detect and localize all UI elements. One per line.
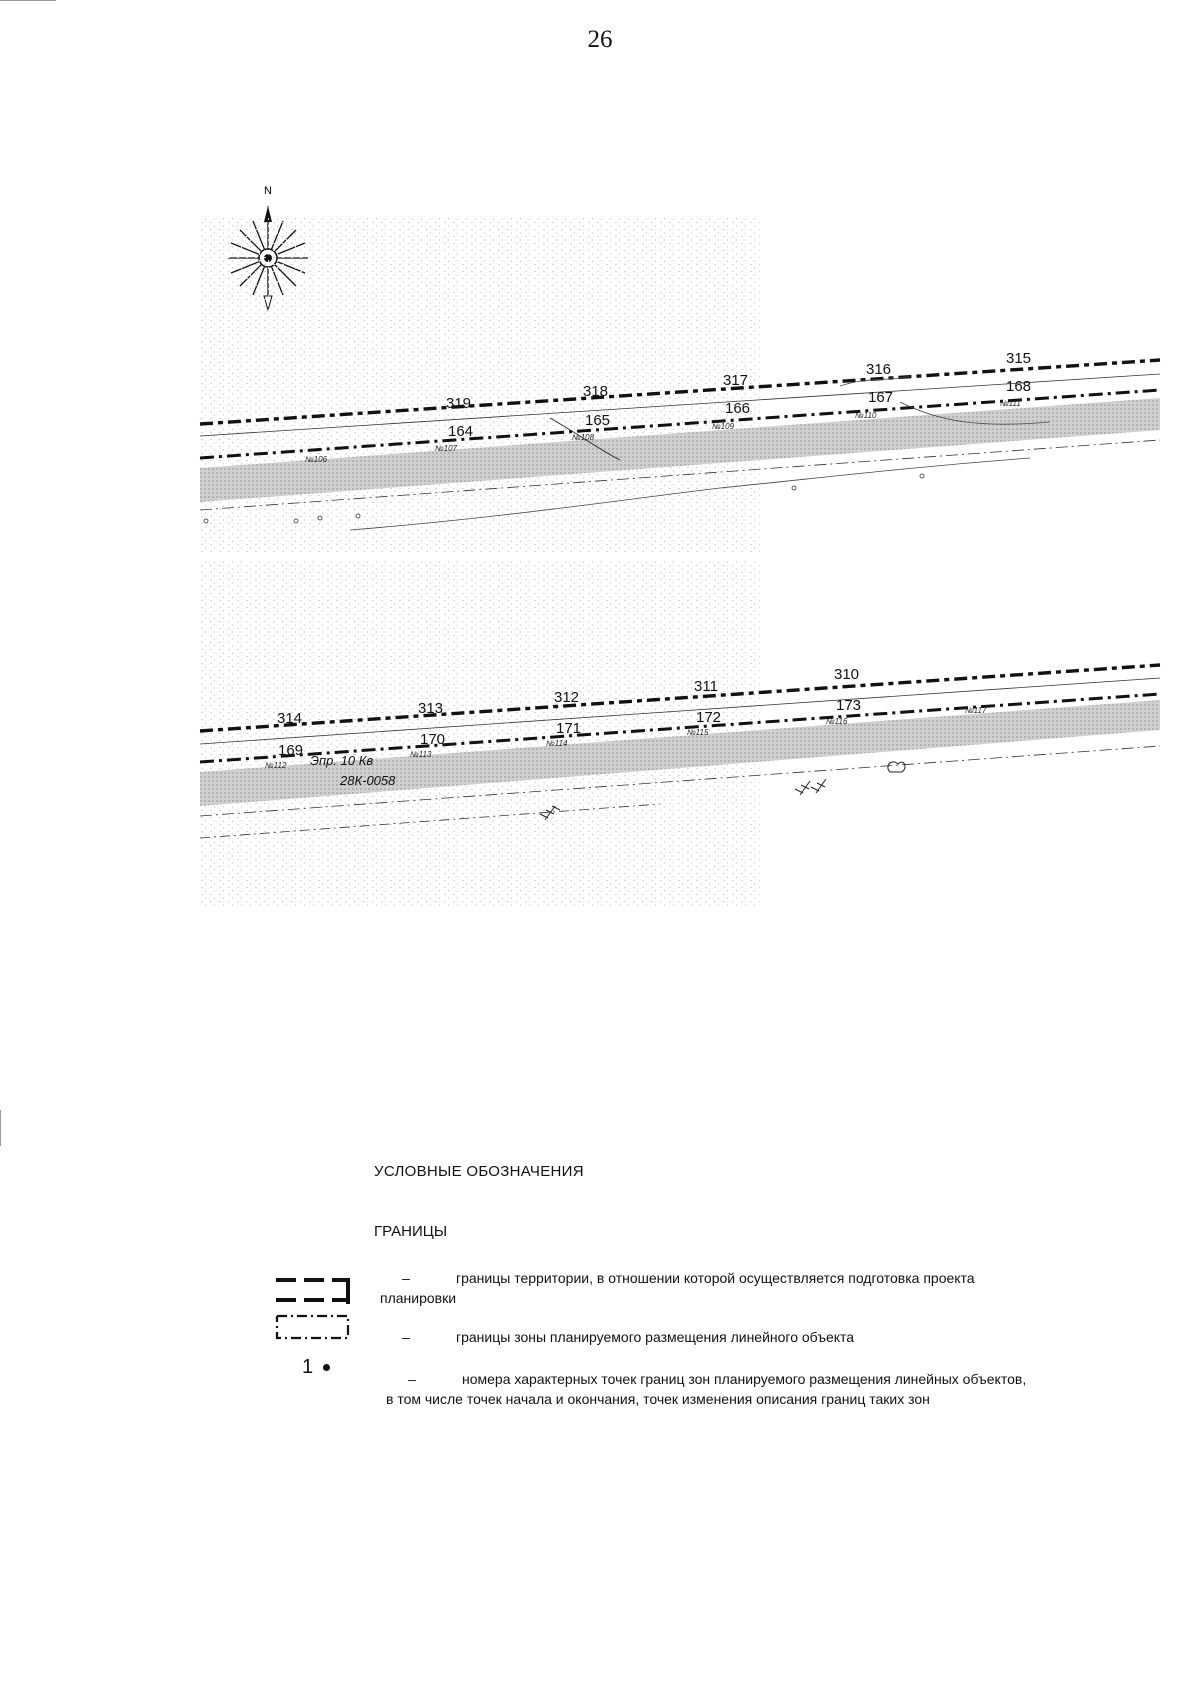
legend-item-territory-line1: границы территории, в отношении которой осуществляется подготовка проекта	[456, 1270, 975, 1286]
point-172: 172	[696, 709, 722, 726]
point-313: 313	[418, 700, 444, 717]
point-166: 166	[725, 400, 751, 417]
point-170: 170	[420, 731, 446, 748]
legend-item-zone-line1: границы зоны планируемого размещения линейного объекта	[456, 1329, 855, 1345]
road-code: 28К-0058	[340, 773, 396, 788]
pole-115: №115	[687, 728, 709, 737]
point-169: 169	[278, 742, 304, 759]
point-171: 171	[556, 720, 582, 737]
pole-111: №111	[1000, 399, 1021, 408]
legend-title: УСЛОВНЫЕ ОБОЗНАЧЕНИЯ	[374, 1163, 584, 1180]
pole-109: №109	[712, 422, 735, 431]
point-316: 316	[866, 361, 892, 378]
point-314: 314	[277, 710, 303, 727]
scan-edge-mark	[0, 0, 56, 1]
page-number: 26	[587, 26, 613, 53]
road-label: Эпр. 10 Кв	[310, 753, 374, 768]
legend-dash: –	[402, 1329, 410, 1345]
point-173: 173	[836, 697, 862, 714]
legend-item-points-line2: в том числе точек начала и окончания, точек изменения описания границ таких зон	[386, 1391, 930, 1407]
legend-item-zone	[380, 1327, 1080, 1347]
zone-boundary-symbol	[274, 1312, 358, 1342]
pole-116: №116	[826, 717, 848, 726]
point-number-symbol	[302, 1356, 330, 1379]
legend-item-points-line1: номера характерных точек границ зон планируемого размещения линейных объектов,	[462, 1371, 1027, 1387]
north-label: N	[264, 185, 272, 197]
point-319: 319	[446, 395, 472, 412]
legend-item-territory-line2: планировки	[380, 1290, 457, 1306]
point-number-symbol-label: 1	[302, 1356, 314, 1378]
upper-map-texture	[200, 216, 760, 552]
point-165: 165	[585, 412, 611, 429]
pole-117: №117	[965, 706, 987, 715]
point-315: 315	[1006, 350, 1032, 367]
point-318: 318	[583, 383, 609, 400]
pole-113: №113	[410, 750, 432, 759]
legend-item-points	[386, 1369, 1176, 1409]
pole-107: №107	[435, 444, 458, 453]
legend-item-territory	[380, 1268, 1080, 1308]
point-317: 317	[723, 372, 749, 389]
point-310: 310	[834, 666, 860, 683]
pole-110: №110	[855, 411, 877, 420]
point-dot-icon	[323, 1364, 330, 1371]
legend-section-borders: ГРАНИЦЫ	[374, 1223, 448, 1240]
pole-112: №112	[265, 761, 287, 770]
legend-dash: –	[408, 1371, 416, 1387]
legend-dash: –	[402, 1270, 410, 1286]
point-164: 164	[448, 423, 474, 440]
lower-bush-icon	[888, 762, 905, 772]
point-312: 312	[554, 689, 580, 706]
pole-106: №106	[305, 455, 328, 464]
map	[200, 185, 1160, 1000]
point-311: 311	[694, 678, 718, 695]
pole-108: №108	[572, 433, 595, 442]
point-168: 168	[1006, 378, 1032, 395]
pole-114: №114	[546, 739, 568, 748]
territory-boundary-symbol	[274, 1276, 358, 1306]
lower-map-texture	[200, 560, 760, 906]
point-167: 167	[868, 389, 894, 406]
scan-edge-mark	[0, 1110, 1, 1146]
